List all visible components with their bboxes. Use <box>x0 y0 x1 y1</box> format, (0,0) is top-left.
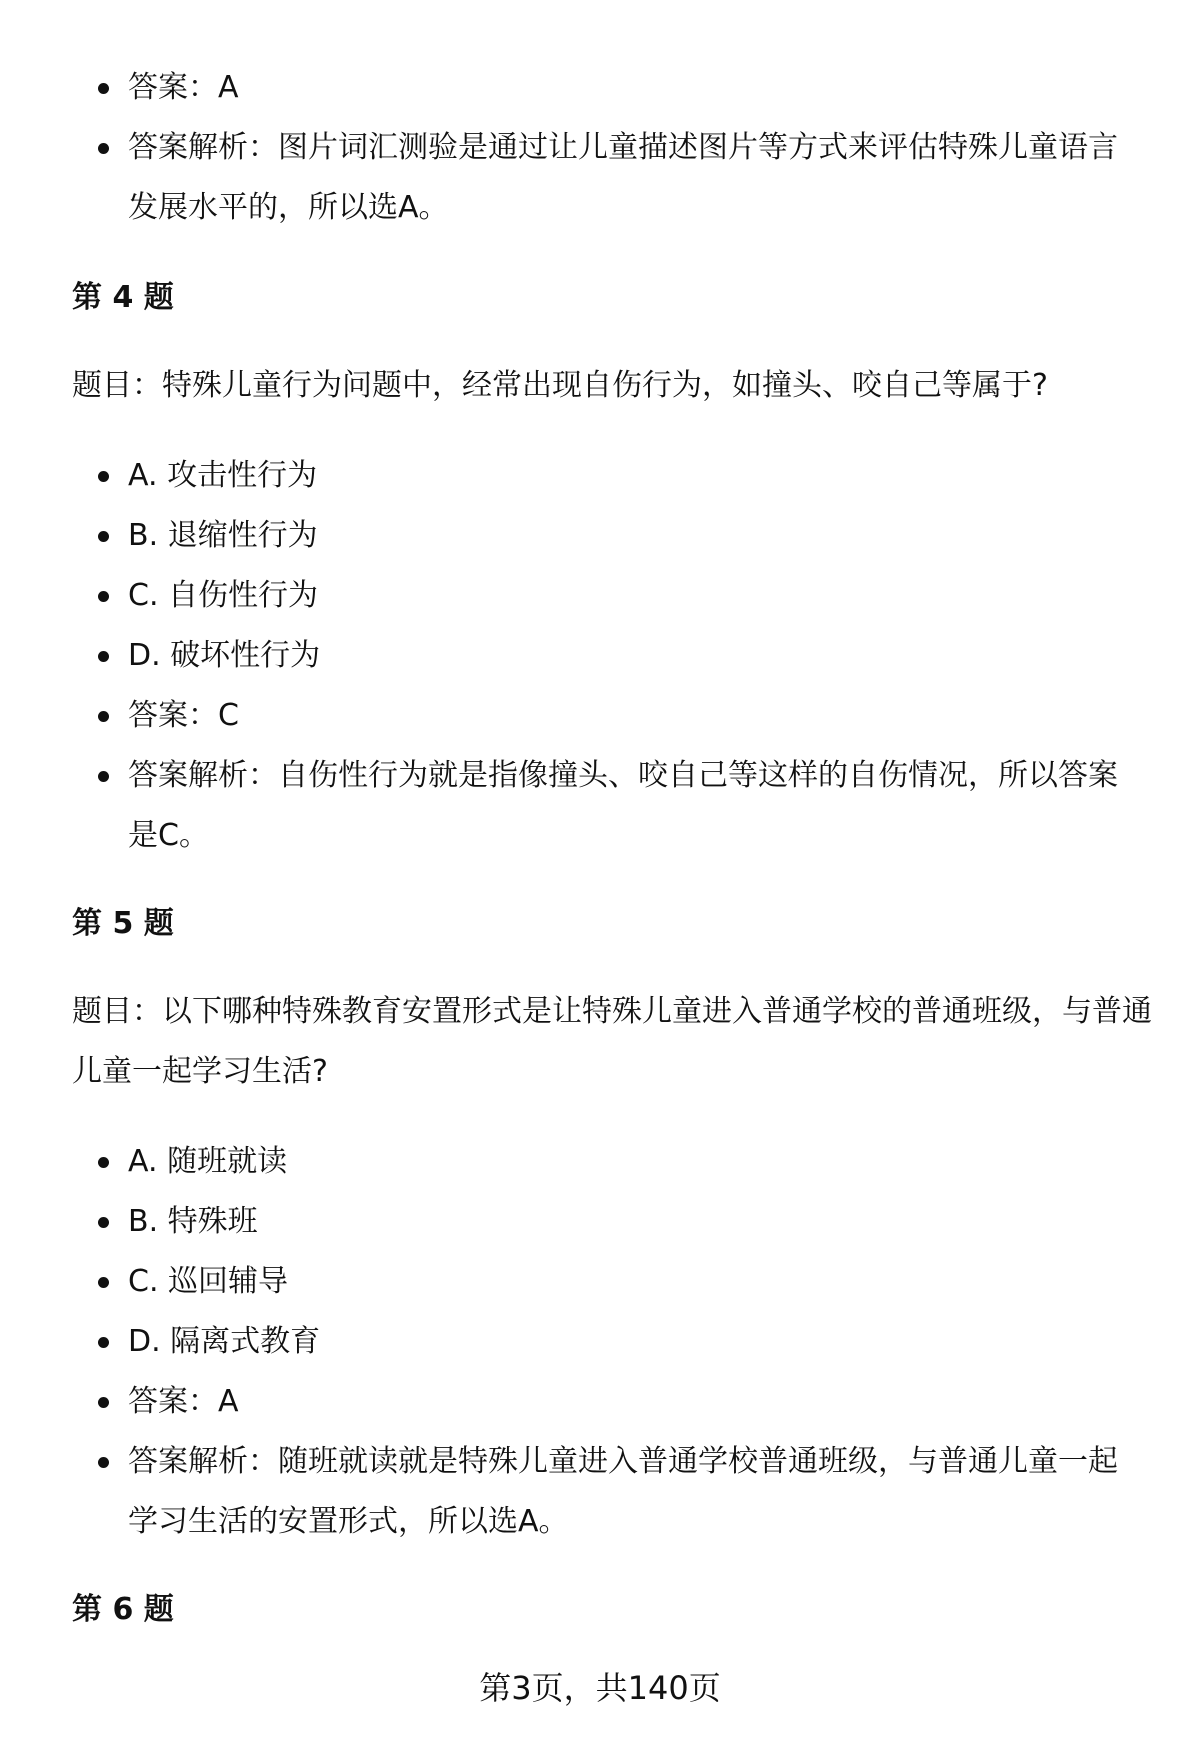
option-item: B. 特殊班 <box>0 1192 1150 1252</box>
option-item: D. 破坏性行为 <box>0 626 1150 686</box>
answer-item: 答案：C <box>0 686 1150 746</box>
option-item: D. 隔离式教育 <box>0 1312 1150 1372</box>
q5-list <box>0 1132 1150 1552</box>
option-item: A. 随班就读 <box>0 1132 1150 1192</box>
explanation-item: 答案解析：自伤性行为就是指像撞头、咬自己等这样的自伤情况，所以答案是C。 <box>0 746 1150 866</box>
answer-item: 答案：A <box>0 1372 1150 1432</box>
q4-list <box>0 446 1150 866</box>
option-item: B. 退缩性行为 <box>0 506 1150 566</box>
q3-tail-list <box>0 58 1150 238</box>
question-heading: 第 6 题 <box>72 1592 174 1627</box>
question-heading: 第 5 题 <box>72 906 174 941</box>
question-text: 题目：特殊儿童行为问题中，经常出现自伤行为，如撞头、咬自己等属于? <box>72 368 1048 403</box>
explanation-item: 答案解析：图片词汇测验是通过让儿童描述图片等方式来评估特殊儿童语言发展水平的，所以选A。 <box>0 118 1150 238</box>
explanation-item: 答案解析：随班就读就是特殊儿童进入普通学校普通班级，与普通儿童一起学习生活的安置形式，所以选A。 <box>0 1432 1150 1552</box>
question-heading: 第 4 题 <box>72 280 174 315</box>
option-item: A. 攻击性行为 <box>0 446 1150 506</box>
question-text: 题目：以下哪种特殊教育安置形式是让特殊儿童进入普通学校的普通班级，与普通儿童一起学习生活? <box>72 994 1152 1089</box>
option-item: C. 自伤性行为 <box>0 566 1150 626</box>
option-item: C. 巡回辅导 <box>0 1252 1150 1312</box>
answer-item: 答案：A <box>0 58 1150 118</box>
page-number-footer: 第3页，共140页 <box>479 1669 721 1707</box>
